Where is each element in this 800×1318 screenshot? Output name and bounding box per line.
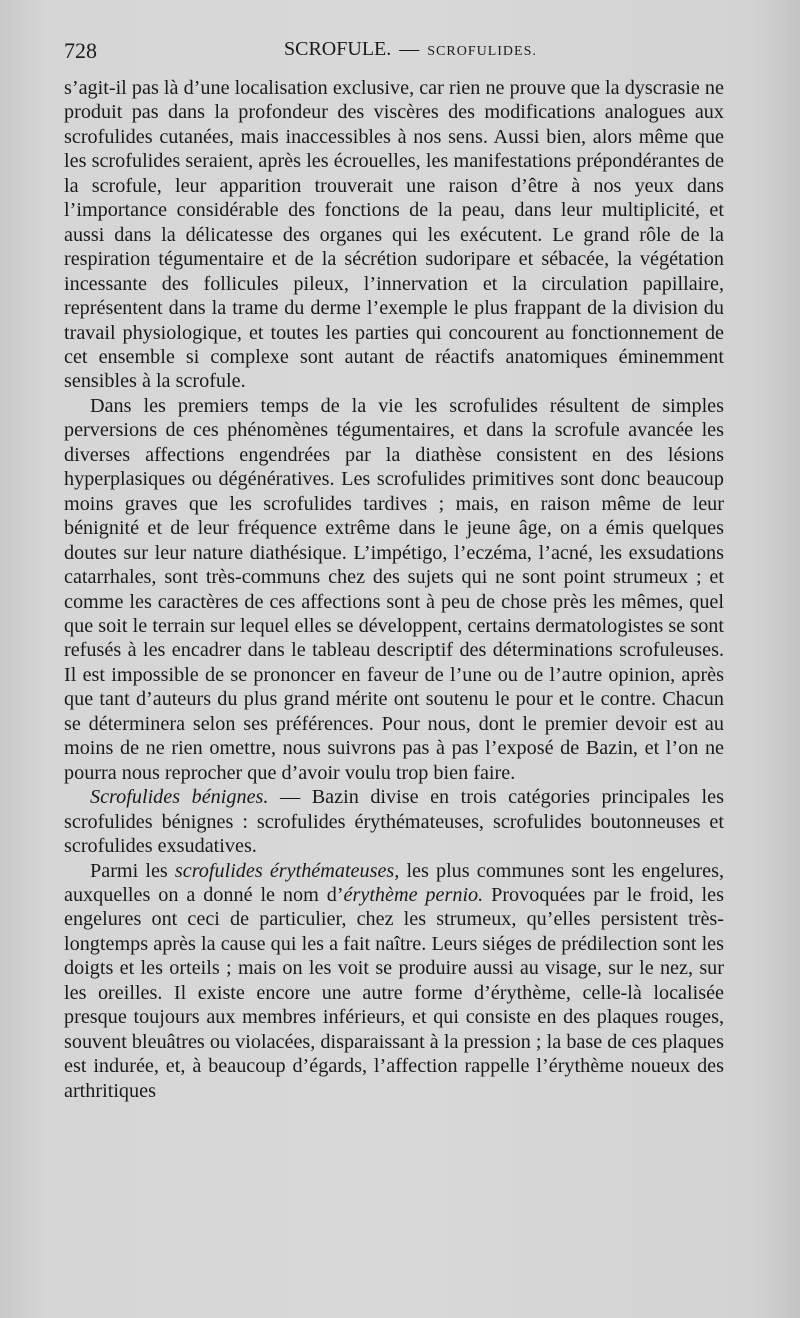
text-run: Parmi les: [90, 859, 175, 882]
paragraph-early-scrofulides: Dans les premiers temps de la vie les scrofulides résultent de simples perversions de ces phénomènes tégumentaires, et dans la scrofule avancée les diverses affections engendrées par la diathèse consistent en des lésions hyperplasiques ou dégénératives. Les scrofulides primitives sont donc beaucoup moins graves que les scrofulides tardives ; mais, en raison même de leur bénignité et de leur fréquence extrême dans le jeune âge, on a émis quelques doutes sur leur nature diathésique. L’impétigo, l’eczéma, l’acné, les exsudations catarrhales, sont très-communs chez des sujets qui ne sont point strumeux ; et comme les caractères de ces affections sont à peu de chose près les mêmes, quel que soit le terrain sur lequel elles se développent, certains dermatologistes se sont refusés à les encadrer dans le tableau descriptif des déterminations scrofuleuses. Il est impossible de se prononcer en faveur de l’une ou de l’autre opinion, après que tant d’auteurs du plus grand mérite ont soutenu le pour et le contre. Chacun se déterminera selon ses préférences. Pour nous, dont le premier devoir est au moins de ne rien omettre, nous suivrons pas à pas l’exposé de Bazin, et l’on ne pourra nous reprocher que d’avoir voulu trop bien faire.: [64, 394, 724, 784]
text-run: Provoquées par le froid, les engelures ont ceci de particulier, chez les strumeux, qu’elles persistent très-longtemps après la cause qui les a fait naître. Leurs siéges de prédilection sont les doigts et les orteils ; mais on les voit se produire aussi au visage, sur le nez, sur les oreilles. Il existe encore une autre forme d’érythème, celle-là localisée presque toujours aux membres inférieurs, et qui consiste en des plaques rouges, souvent bleuâtres ou violacées, disparaissant à la pression ; la base de ces plaques est indurée, et, à beaucoup d’égards, l’affection rappelle l’érythème noueux des arthritiques: [64, 883, 724, 1102]
body-text: [64, 76, 724, 1103]
running-header: [64, 38, 724, 68]
section-title: SCROFULIDES.: [427, 44, 537, 59]
running-title: [284, 38, 537, 61]
paragraph-continuation: s’agit-il pas là d’une localisation exclusive, car rien ne prouve que la dyscrasie ne produit pas dans la profondeur des viscères des modifications analogues aux scrofulides cutanées, mais inaccessibles à nos sens. Aussi bien, alors même que les scrofulides seraient, après les écrouelles, les manifestations prépondérantes de la scrofule, leur apparition trouverait une raison d’être à nos yeux dans l’importance considérable des fonctions de la peau, dans leur multiplicité, et aussi dans la délicatesse des organes qui les exécutent. Le grand rôle de la respiration tégumentaire et de la sécrétion sudoripare et sébacée, la végétation incessante des follicules pileux, l’innervation et la circulation papillaire, représentent dans la trame du derme l’exemple le plus frappant de la division du travail physiologique, et toutes les parties qui concourent au fonctionnement de cet ensemble si complexe sont autant de réactifs anatomiques éminemment sensibles à la scrofule.: [64, 77, 724, 393]
title-separator: —: [399, 38, 420, 60]
erythematous-term: scrofulides érythémateuses,: [174, 859, 400, 882]
chapter-title: SCROFULE.: [284, 38, 392, 60]
text-run: les plus communes sont les engelures, auxquelles on a donné le nom d’: [64, 859, 724, 906]
page-number: 728: [64, 38, 97, 63]
erytheme-pernio-term: érythème pernio.: [343, 883, 484, 906]
paragraph-benign-scrofulides: [64, 785, 724, 858]
benign-scrofulides-heading: Scrofulides bénignes.: [90, 786, 269, 809]
benign-scrofulides-text: — Bazin divise en trois catégories principales les scrofulides bénignes : scrofulides érythémateuses, scrofulides boutonneuses et scrofulides exsudatives.: [64, 786, 724, 858]
paragraph-erythematous-scrofulides: [64, 859, 724, 1104]
